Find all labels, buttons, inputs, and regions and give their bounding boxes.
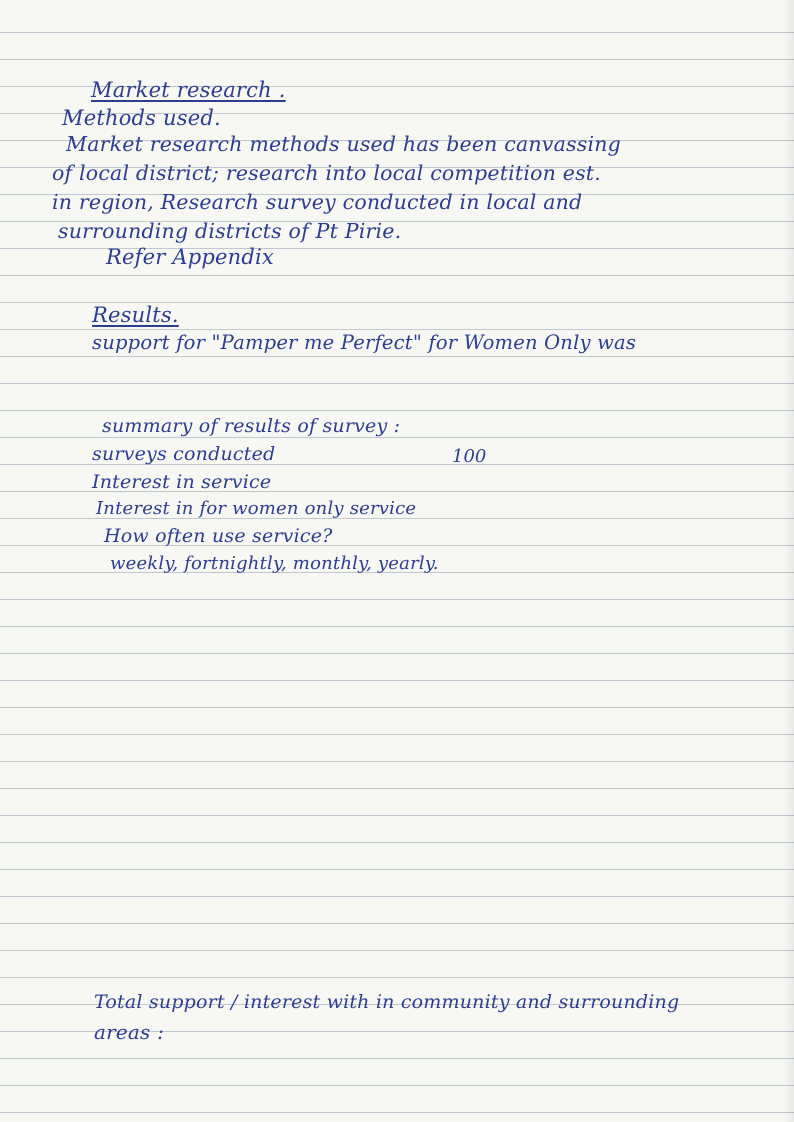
page-edge-shadow <box>784 0 794 1122</box>
survey-item-women-only: Interest in for women only service <box>96 498 417 519</box>
results-heading: Results. <box>92 303 179 327</box>
summary-heading: summary of results of survey : <box>102 415 401 437</box>
methods-line-1: Market research methods used has been canvassing <box>66 132 621 156</box>
refer-appendix: Refer Appendix <box>106 245 274 269</box>
survey-item-frequency: weekly, fortnightly, monthly, yearly. <box>110 553 439 574</box>
results-line: support for "Pamper me Perfect" for Women Only was <box>92 331 637 354</box>
heading-market-research: Market research . <box>91 78 286 102</box>
survey-item-how-often: How often use service? <box>104 525 333 547</box>
methods-heading: Methods used. <box>62 106 221 130</box>
total-support-line-1: Total support / interest with in community and surrounding <box>94 991 680 1013</box>
surveys-conducted-label: surveys conducted <box>92 443 276 465</box>
surveys-conducted-value: 100 <box>452 446 487 467</box>
methods-line-4: surrounding districts of Pt Pirie. <box>58 219 402 243</box>
methods-line-3: in region, Research survey conducted in local and <box>52 190 583 214</box>
survey-item-interest: Interest in service <box>92 471 272 493</box>
total-support-line-2: areas : <box>94 1020 165 1044</box>
methods-line-2: of local district; research into local competition est. <box>52 161 601 185</box>
